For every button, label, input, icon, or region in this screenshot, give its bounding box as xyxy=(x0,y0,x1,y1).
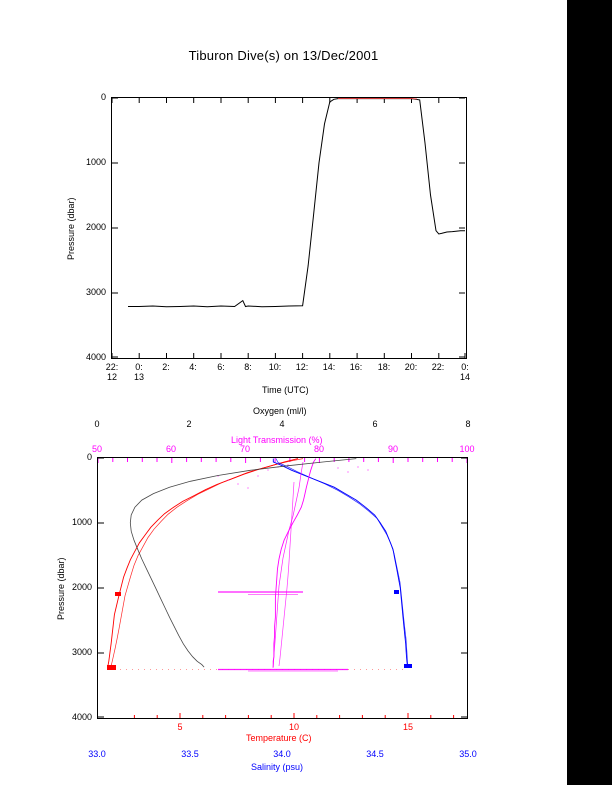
dive-xtick-3: 4: xyxy=(189,362,197,372)
dive-xaxis-title: Time (UTC) xyxy=(262,385,309,395)
oxygen-axis-title: Oxygen (ml/l) xyxy=(253,406,307,416)
lt-tick-90: 90 xyxy=(387,444,399,454)
dive-xtick-10: 18: xyxy=(377,362,391,372)
dive-ytick-1000: 1000 xyxy=(85,157,106,167)
dive-xtick-5: 8: xyxy=(244,362,252,372)
dive-xtick-0-sub: 12 xyxy=(106,372,118,382)
sal-tick-340: 34.0 xyxy=(273,749,291,759)
ctd-profiles-plot xyxy=(97,457,468,719)
sal-tick-350: 35.0 xyxy=(459,749,477,759)
ctd-yaxis-title: Pressure (dbar) xyxy=(56,557,66,620)
dive-xtick-12: 22: xyxy=(431,362,445,372)
lt-tick-70: 70 xyxy=(239,444,251,454)
dive-xtick-9: 16: xyxy=(349,362,363,372)
dive-profile-plot xyxy=(111,97,467,359)
ctd-ytick-1000: 1000 xyxy=(71,517,92,527)
dive-xtick-4: 6: xyxy=(217,362,225,372)
ctd-profiles-canvas xyxy=(98,458,467,718)
sal-tick-335: 33.5 xyxy=(181,749,199,759)
oxygen-tick-4: 4 xyxy=(279,419,285,429)
salinity-axis-title: Salinity (psu) xyxy=(251,762,304,772)
dive-xtick-7: 12: xyxy=(295,362,309,372)
ctd-ytick-0: 0 xyxy=(86,452,92,462)
oxygen-tick-6: 6 xyxy=(372,419,378,429)
dive-xtick-8: 14: xyxy=(322,362,336,372)
temperature-axis-title: Temperature (C) xyxy=(246,733,312,743)
dive-yaxis-title: Pressure (dbar) xyxy=(66,197,76,260)
sal-tick-345: 34.5 xyxy=(366,749,384,759)
dive-profile-canvas xyxy=(112,98,466,358)
dive-xtick-0: 22: xyxy=(105,362,119,372)
ctd-ytick-2000: 2000 xyxy=(71,582,92,592)
dive-xtick-1-sub: 13 xyxy=(133,372,145,382)
page-title: Tiburon Dive(s) on 13/Dec/2001 xyxy=(188,48,379,63)
oxygen-tick-2: 2 xyxy=(186,419,192,429)
dive-ytick-3000: 3000 xyxy=(85,287,106,297)
sal-tick-330: 33.0 xyxy=(88,749,106,759)
lt-tick-60: 60 xyxy=(165,444,177,454)
dive-xtick-13: 0: xyxy=(461,362,469,372)
dive-xtick-13-sub: 14 xyxy=(459,372,471,382)
dive-xtick-1: 0: xyxy=(135,362,143,372)
oxygen-tick-0: 0 xyxy=(94,419,100,429)
ctd-ytick-3000: 3000 xyxy=(71,647,92,657)
dive-ytick-0: 0 xyxy=(100,92,106,102)
temp-tick-10: 10 xyxy=(288,722,300,732)
dive-ytick-2000: 2000 xyxy=(85,222,106,232)
temp-tick-15: 15 xyxy=(402,722,414,732)
temp-tick-5: 5 xyxy=(177,722,183,732)
right-margin-strip xyxy=(567,0,612,785)
lt-tick-50: 50 xyxy=(91,444,103,454)
oxygen-tick-8: 8 xyxy=(465,419,471,429)
lt-tick-80: 80 xyxy=(313,444,325,454)
light-transmission-axis-title: Light Transmission (%) xyxy=(231,435,323,445)
dive-xtick-6: 10: xyxy=(268,362,282,372)
ctd-ytick-4000: 4000 xyxy=(71,712,92,722)
lt-tick-100: 100 xyxy=(459,444,475,454)
dive-xtick-2: 2: xyxy=(162,362,170,372)
dive-xtick-11: 20: xyxy=(404,362,418,372)
dive-ytick-4000: 4000 xyxy=(85,352,106,362)
